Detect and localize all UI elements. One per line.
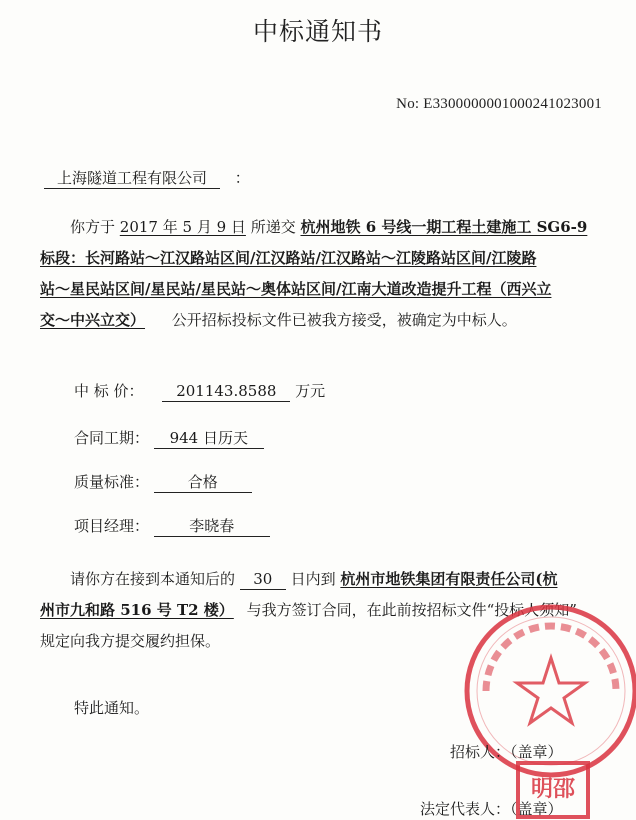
signing-place-1: 杭州市地铁集团有限责任公司(杭	[340, 570, 558, 588]
intro-prefix: 你方于	[70, 218, 116, 236]
quality-label: 质量标准：	[74, 473, 150, 491]
period-value: 944 日历天	[154, 429, 264, 449]
submit-date: 2017 年 5 月 9 日	[119, 218, 246, 236]
period-label: 合同工期：	[74, 429, 150, 447]
svg-text:明邵: 明邵	[530, 777, 576, 802]
period-row	[74, 427, 264, 449]
quality-value: 合格	[154, 473, 252, 493]
signing-place-2: 州市九和路 516 号 T2 楼）	[40, 601, 234, 619]
closing-text: 特此通知。	[74, 699, 150, 717]
signing-prefix: 请你方在接到本通知后的	[70, 570, 236, 588]
document-title: 中标通知书	[252, 17, 383, 46]
signing-suffix: 与我方签订合同，在此前按招标文件“投标人须知”	[246, 601, 577, 619]
price-unit: 万元	[295, 382, 326, 400]
project-line-2: 标段：长河路站～江汉路站区间/江汉路站/江汉路站～江陵路站区间/江陵路	[40, 249, 537, 267]
recipient-name: 上海隧道工程有限公司	[44, 169, 220, 189]
project-line-3: 站～星民站区间/星民站/星民站～奥体站区间/江南大道改造提升工程（西兴立	[40, 280, 552, 298]
quality-row	[74, 471, 252, 493]
signing-mid: 日内到	[290, 570, 336, 588]
manager-row	[74, 515, 270, 537]
project-line-4: 交～中兴立交）	[40, 311, 146, 329]
tenderer-signature: 招标人：（盖章）	[450, 743, 563, 761]
price-value: 201143.8588	[162, 382, 290, 402]
project-line-1: 杭州地铁 6 号线一期工程土建施工 SG6-9	[300, 218, 588, 236]
recipient-colon: ：	[234, 169, 250, 187]
manager-label: 项目经理：	[74, 517, 150, 535]
intro-suffix: 公开招标投标文件已被我方接受，被确定为中标人。	[171, 311, 517, 329]
price-row	[74, 380, 325, 402]
award-paragraph	[40, 212, 602, 336]
signing-line-3: 规定向我方提交履约担保。	[40, 632, 221, 650]
intro-mid: 所递交	[250, 218, 296, 236]
price-label: 中 标 价：	[74, 382, 144, 400]
manager-value: 李晓春	[154, 517, 270, 537]
signing-days: 30	[240, 570, 286, 590]
recipient-line	[44, 167, 250, 189]
legal-rep-signature: 法定代表人：（盖章）	[420, 800, 563, 818]
document-number: No: E3300000001000241023001	[396, 96, 602, 112]
name-stamp-icon	[514, 760, 592, 820]
